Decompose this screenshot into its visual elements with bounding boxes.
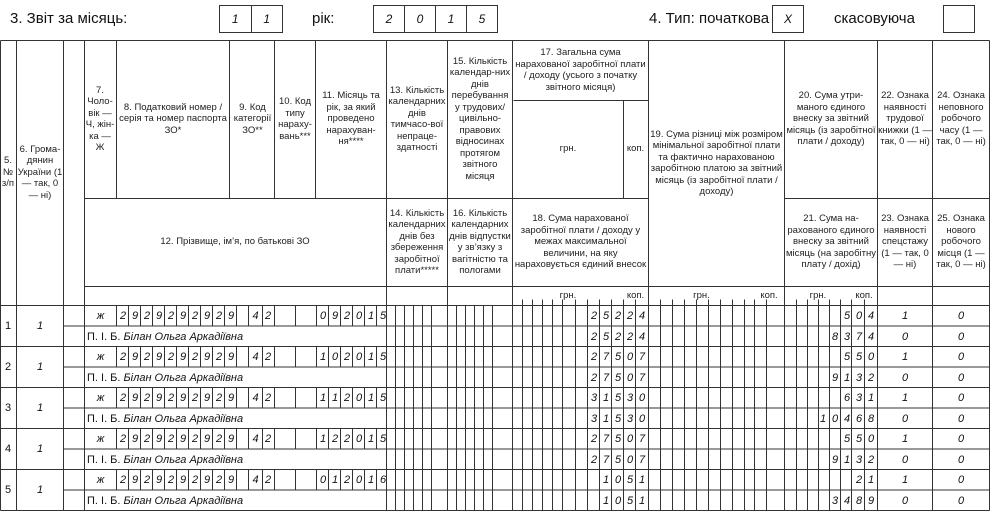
col-11-header: 11. Місяць та рік, за який проведено нарахуван-ня**** [322,90,380,148]
col-14-header: 14. Кількість календарних днів без збереження заробітної плати***** [388,207,446,276]
col-20-digit: 5 [843,433,851,445]
tax-id-digit: 2 [191,392,199,404]
gender-value: ж [96,310,105,322]
period-digit: 0 [355,310,363,322]
col-20-header: 20. Сума утри-маного єдиного внеску за звітний місяць (із заробітної плати / доходу) [786,90,876,148]
row-number: 4 [4,443,12,455]
col-17-digit: 7 [602,351,610,363]
type-label: 4. Тип: початкова [649,10,770,27]
col-25-value: 0 [957,372,965,384]
citizen-flag: 1 [36,484,44,496]
period-digit: 2 [343,433,351,445]
tax-id-digit: 9 [203,474,211,486]
citizen-flag: 1 [36,320,44,332]
col-21-digit: 9 [831,372,839,384]
tax-id-digit: 9 [227,474,235,486]
tax-id-digit: 2 [191,310,199,322]
tax-id-digit: 9 [203,351,211,363]
month-field[interactable] [219,5,283,33]
col-21-digit: 6 [855,413,863,425]
col-18-kop: коп. [626,289,645,301]
tax-id-digit: 2 [119,392,127,404]
col-18-digit: 0 [626,372,634,384]
tax-id-digit: 2 [119,351,127,363]
year-digit: 1 [436,6,467,32]
tax-id-digit: 2 [119,433,127,445]
period-digit: 1 [367,310,375,322]
col-17-digit: 2 [614,310,622,322]
col-17-digit: 0 [614,474,622,486]
fullname-value: Білан Ольга Аркадіївна [120,331,244,343]
category-code: 4 [252,310,259,322]
category-code: 4 [252,433,259,445]
col-18-digit: 7 [602,372,610,384]
tax-id-digit: 9 [227,310,235,322]
tax-id-digit: 2 [167,351,175,363]
col-21-digit: 9 [831,454,839,466]
tax-id-digit: 2 [215,474,223,486]
col-18-digit: 1 [602,413,610,425]
fullname-cell [87,491,385,511]
col-17-digit: 7 [638,433,646,445]
period-digit: 6 [379,474,387,486]
year-digit: 0 [405,6,436,32]
col-17-digit: 5 [614,433,622,445]
tax-id-digit: 9 [227,433,235,445]
col-12-header: 12. Прізвище, ім’я, по батькові ЗО [160,236,310,248]
col-23-value: 0 [901,372,909,384]
gender-value: ж [96,351,105,363]
col-10-header: 10. Код типу нараху-вань*** [278,96,312,142]
col-18-digit: 4 [638,331,646,343]
col-20-digit: 0 [867,433,875,445]
fullname-value: Білан Ольга Аркадіївна [120,372,244,384]
period-digit: 9 [331,310,339,322]
col-21-digit: 1 [843,454,851,466]
col-17-digit: 3 [590,392,598,404]
type-cancel-checkbox[interactable] [943,5,975,33]
tax-id-digit: 9 [179,474,187,486]
tax-id-digit: 9 [179,310,187,322]
cancel-label: скасовуюча [834,10,915,27]
month-digit: 1 [263,12,271,26]
col-17-digit: 7 [638,351,646,363]
col-8-header: 8. Податковий номер / серія та номер паспорта ЗО* [119,101,227,136]
col-22-value: 1 [901,392,909,404]
col-25-header: 25. Ознака нового робочого місця (1 — так, 0 — ні) [936,213,986,271]
col-19-kop: коп. [760,289,778,301]
tax-id-digit: 9 [155,392,163,404]
tax-id-digit: 2 [191,351,199,363]
name-prefix: П. І. Б. [87,331,121,343]
tax-id-digit: 9 [155,433,163,445]
category-code: 4 [252,351,259,363]
tax-id-digit: 9 [179,351,187,363]
tax-id-digit: 9 [155,310,163,322]
col-21-digit: 3 [855,454,863,466]
col-24-header: 24. Ознака неповного робочого часу (1 — так, 0 — ні) [936,90,986,148]
col-25-value: 0 [957,454,965,466]
col-22-value: 1 [901,310,909,322]
period-digit: 1 [367,351,375,363]
col-21-digit: 3 [843,331,851,343]
col-20-digit: 1 [867,392,875,404]
year-field[interactable] [373,5,498,33]
period-digit: 2 [343,474,351,486]
col-20-kop: коп. [855,289,873,301]
col-21-header: 21. Сума на-рахованого єдиного внеску за звітний місяць (на заробітну плату / дохід) [785,213,876,271]
col-25-value: 0 [957,495,965,507]
tax-id-digit: 2 [143,310,151,322]
col-23-value: 0 [901,331,909,343]
col-17-digit: 0 [626,433,634,445]
period-digit: 0 [355,392,363,404]
col-17-digit: 7 [602,433,610,445]
tax-id-digit: 2 [167,433,175,445]
col-21-digit: 9 [867,495,875,507]
col-17-digit: 4 [638,310,646,322]
period-digit: 1 [319,433,327,445]
col-23-value: 0 [901,454,909,466]
col-22-header: 22. Ознака наявності трудової книжки (1 — так, 0 — ні) [878,90,932,148]
tax-id-digit: 2 [167,474,175,486]
col-18-digit: 1 [638,495,646,507]
col-21-digit: 8 [855,495,863,507]
col-21-digit: 2 [867,372,875,384]
tax-id-digit: 9 [203,433,211,445]
period-digit: 2 [343,310,351,322]
col-21-digit: 0 [831,413,839,425]
col-16-header: 16. Кількість календарних днів відпустки у зв’язку з вагітністю та пологами [449,207,511,276]
col-20-digit: 5 [855,433,863,445]
col-22-value: 1 [901,351,909,363]
period-digit: 1 [367,392,375,404]
col-9-header: 9. Код категорії ЗО** [233,101,272,136]
col-17-digit: 5 [614,392,622,404]
col-6-header: 6. Грома-дянин України (1 — так, 0 — ні) [17,143,63,201]
col-18-digit: 2 [590,372,598,384]
col-24-value: 0 [957,433,965,445]
accrual-type-code: 2 [264,392,272,404]
col-20-digit: 6 [843,392,851,404]
row-number: 3 [4,402,12,414]
month-digit: 1 [220,6,252,32]
period-digit: 0 [319,310,327,322]
tax-id-digit: 2 [119,474,127,486]
col-25-value: 0 [957,413,965,425]
col-20-digit: 0 [855,310,863,322]
tax-id-digit: 9 [131,392,139,404]
report-table [0,40,995,518]
col-24-value: 0 [957,351,965,363]
period-digit: 0 [355,433,363,445]
col-17-digit: 0 [638,392,646,404]
fullname-cell [87,409,385,429]
tax-id-digit: 2 [143,392,151,404]
tax-id-digit: 9 [155,351,163,363]
tax-id-digit: 2 [191,474,199,486]
col-17-header: 17. Загальна сума нарахованої заробітної плати / доходу (усього з початку звітного місяця) [515,47,646,93]
col-21-digit: 1 [819,413,827,425]
tax-id-digit: 2 [215,351,223,363]
col-24-value: 0 [957,474,965,486]
tax-id-digit: 9 [179,392,187,404]
tax-id-digit: 9 [155,474,163,486]
period-digit: 5 [379,351,387,363]
category-code: 4 [252,474,259,486]
citizen-flag: 1 [36,443,44,455]
tax-id-digit: 2 [215,433,223,445]
col-18-digit: 5 [614,413,622,425]
col-18-digit: 0 [626,454,634,466]
col-17-digit: 2 [590,310,598,322]
name-prefix: П. І. Б. [87,372,121,384]
category-code: 4 [252,392,259,404]
col-20-digit: 5 [843,310,851,322]
tax-id-digit: 2 [143,474,151,486]
tax-id-digit: 2 [143,351,151,363]
col-17-digit: 1 [638,474,646,486]
col-18-digit: 2 [626,331,634,343]
tax-id-digit: 2 [167,392,175,404]
tax-id-digit: 9 [227,351,235,363]
col-20-digit: 1 [867,474,875,486]
col-18-digit: 7 [602,454,610,466]
col-18-digit: 5 [614,454,622,466]
year-digit: 5 [478,12,486,26]
col-18-digit: 0 [614,495,622,507]
citizen-flag: 1 [36,402,44,414]
col-20-digit: 3 [855,392,863,404]
name-prefix: П. І. Б. [87,454,121,466]
col-17-digit: 0 [626,351,634,363]
col-18-digit: 7 [638,454,646,466]
tax-id-digit: 2 [215,392,223,404]
col-17-digit: 5 [626,474,634,486]
tax-id-digit: 9 [131,310,139,322]
col-17-digit: 1 [602,474,610,486]
col-17-digit: 5 [614,351,622,363]
period-digit: 1 [319,351,327,363]
col-21-digit: 4 [843,413,851,425]
col-18-digit: 2 [590,331,598,343]
period-digit: 2 [343,392,351,404]
col-22-value: 1 [901,433,909,445]
report-header [0,0,995,38]
type-initial-mark: X [783,12,792,26]
row-number: 5 [4,484,12,496]
col-18-header: 18. Сума нарахованої заробітної плати / доходу у межах максимальної величини, на яку нараховується єдиний внесок [514,213,647,271]
col-20-digit: 5 [855,351,863,363]
col-24-value: 0 [957,392,965,404]
col-17-grn: грн. [559,143,577,155]
col-20-digit: 5 [843,351,851,363]
col-21-digit: 7 [855,331,863,343]
col-21-digit: 1 [843,372,851,384]
citizen-flag: 1 [36,361,44,373]
period-digit: 0 [355,474,363,486]
period-digit: 1 [319,392,327,404]
type-cancel-mark [944,6,974,32]
fullname-value: Білан Ольга Аркадіївна [120,454,244,466]
col-13-header: 13. Кількість календарних днів тимчасо-вої непраце-здатності [388,84,446,153]
col-18-digit: 3 [590,413,598,425]
col-21-digit: 8 [831,331,839,343]
gender-value: ж [96,433,105,445]
col-17-digit: 5 [602,310,610,322]
tax-id-digit: 9 [203,310,211,322]
period-digit: 0 [331,351,339,363]
period-digit: 5 [379,310,387,322]
col-17-digit: 3 [626,392,634,404]
row-number: 2 [4,361,12,373]
period-digit: 2 [343,351,351,363]
tax-id-digit: 2 [191,433,199,445]
period-digit: 5 [379,433,387,445]
tax-id-digit: 2 [143,433,151,445]
period-digit: 1 [331,392,339,404]
type-initial-checkbox[interactable] [772,5,804,33]
col-18-digit: 2 [614,331,622,343]
col-20-grn: грн. [809,289,827,301]
accrual-type-code: 2 [264,433,272,445]
name-prefix: П. І. Б. [87,495,121,507]
period-digit: 0 [319,474,327,486]
col-21-digit: 3 [855,372,863,384]
col-17-digit: 2 [590,433,598,445]
tax-id-digit: 9 [179,433,187,445]
fullname-cell [87,327,385,347]
col-23-header: 23. Ознака наявності спецстажу (1 — так, 0 — ні) [881,213,929,271]
col-5-header: 5. № з/п [1,155,15,190]
col-18-digit: 5 [614,372,622,384]
col-7-header: 7. Чоло-вік — Ч, жін-ка — Ж [85,84,115,153]
col-15-header: 15. Кількість календар-них днів перебування у трудових/ цивільно-правових відносинах протягом звітного місяця [449,55,511,182]
tax-id-digit: 2 [215,310,223,322]
accrual-type-code: 2 [264,474,272,486]
col-18-digit: 7 [638,372,646,384]
col-23-value: 0 [901,413,909,425]
col-22-value: 1 [901,474,909,486]
fullname-cell [87,368,385,388]
accrual-type-code: 2 [264,351,272,363]
name-prefix: П. І. Б. [87,413,121,425]
period-digit: 2 [331,433,339,445]
col-24-value: 0 [957,310,965,322]
tax-id-digit: 9 [203,392,211,404]
col-19-header: 19. Сума різниці між розміром мінімальної заробітної плати та фактично нарахованою заробітною платою за звітний місяць (із заробітної плати / доходу) [650,128,783,197]
col-18-digit: 5 [602,331,610,343]
col-17-digit: 2 [590,351,598,363]
col-21-digit: 3 [831,495,839,507]
period-digit: 1 [367,474,375,486]
gender-value: ж [96,474,105,486]
col-19-grn: грн. [693,289,710,301]
tax-id-digit: 2 [119,310,127,322]
col-21-digit: 8 [867,413,875,425]
col-18-digit: 5 [626,495,634,507]
gender-value: ж [96,392,105,404]
period-digit: 1 [367,433,375,445]
year-label: рік: [312,10,335,27]
tax-id-digit: 2 [167,310,175,322]
tax-id-digit: 9 [131,474,139,486]
col-20-digit: 2 [855,474,863,486]
row-number: 1 [4,320,12,332]
year-digit: 2 [374,6,405,32]
col-17-digit: 1 [602,392,610,404]
col-18-digit: 2 [590,454,598,466]
accrual-type-code: 2 [264,310,272,322]
col-20-digit: 4 [867,310,875,322]
col-18-digit: 3 [626,413,634,425]
col-18-digit: 0 [638,413,646,425]
col-23-value: 0 [901,495,909,507]
period-digit: 5 [379,392,387,404]
col-25-value: 0 [957,331,965,343]
fullname-cell [87,450,385,470]
fullname-value: Білан Ольга Аркадіївна [120,413,244,425]
col-17-digit: 2 [626,310,634,322]
fullname-value: Білан Ольга Аркадіївна [120,495,244,507]
period-digit: 0 [355,351,363,363]
tax-id-digit: 9 [227,392,235,404]
tax-id-digit: 9 [131,351,139,363]
col-18-digit: 1 [602,495,610,507]
col-21-digit: 4 [867,331,875,343]
col-17-kop: коп. [626,143,645,155]
col-20-digit: 0 [867,351,875,363]
tax-id-digit: 9 [131,433,139,445]
col-21-digit: 4 [843,495,851,507]
col-18-grn: грн. [559,289,577,301]
report-month-label: 3. Звіт за місяць: [10,10,128,27]
period-digit: 1 [331,474,339,486]
col-21-digit: 2 [867,454,875,466]
